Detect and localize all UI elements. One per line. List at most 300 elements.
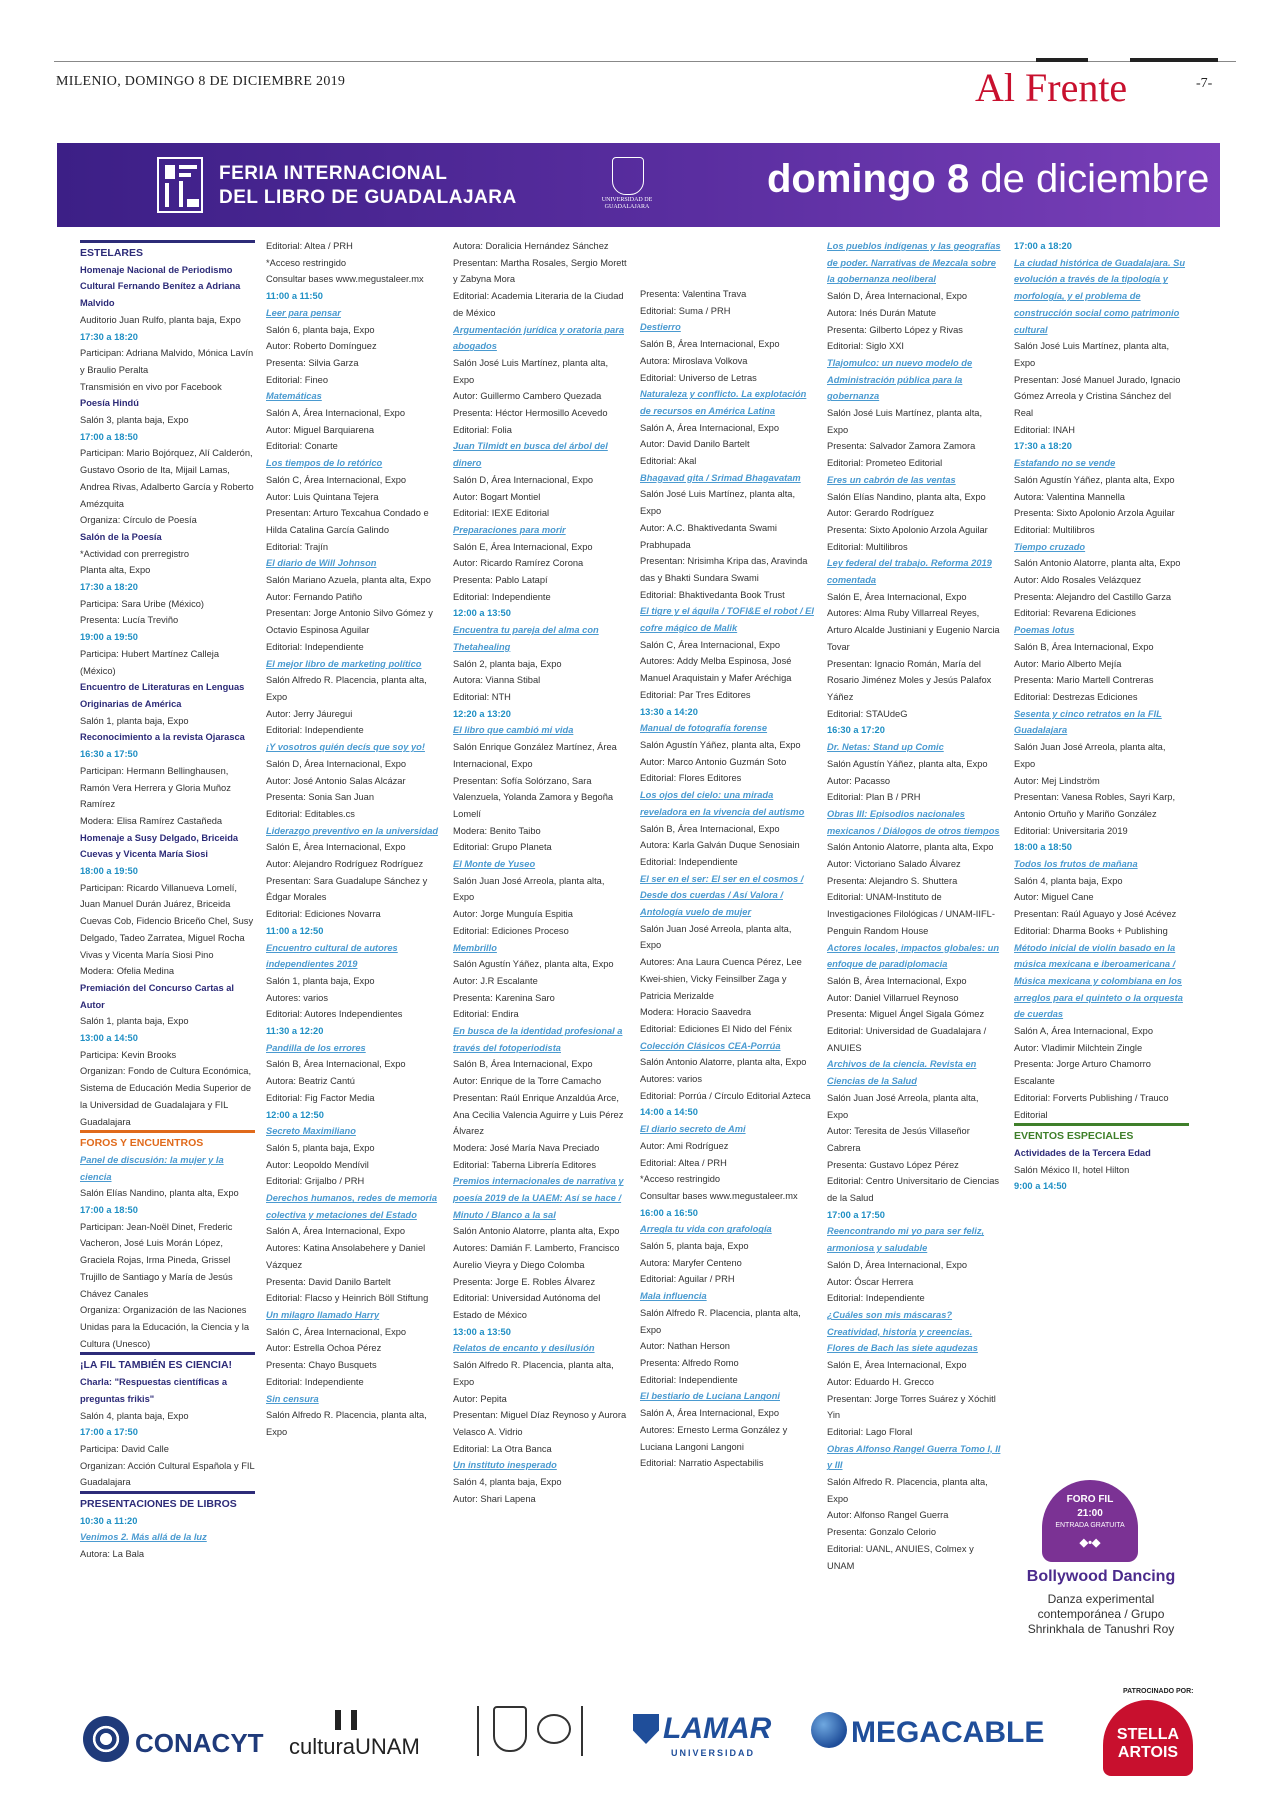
event-detail: Editorial: Grupo Planeta (453, 842, 552, 853)
section-heading: FOROS Y ENCUENTROS (80, 1130, 255, 1152)
event-detail: Salón Mariano Azuela, planta alta, Expo (266, 575, 431, 586)
event-heading: Encuentro de Literaturas en Lenguas Originarias de América (80, 682, 245, 709)
event-detail: Editorial: Academia Literaria de la Ciudad de México (453, 291, 624, 318)
event-detail: Salón E, Área Internacional, Expo (827, 1360, 967, 1371)
event-detail: Presenta: Sixto Apolonio Arzola Aguilar (1014, 508, 1175, 519)
event-title: Venimos 2. Más allá de la luz (80, 1532, 207, 1543)
event-detail: Salón Enrique González Martínez, Área Internacional, Expo (453, 742, 617, 769)
event-detail: Salón C, Área Internacional, Expo (266, 474, 407, 485)
event-detail: Autor: Pepita (453, 1393, 507, 1404)
event-detail: Editorial: La Otra Banca (453, 1443, 552, 1454)
event-detail: Salón 1, planta baja, Expo (80, 715, 189, 726)
lamar-mark-icon (633, 1714, 659, 1744)
logo-divider (581, 1706, 583, 1756)
event-detail: Salón A, Área Internacional, Expo (266, 1226, 406, 1237)
event-detail: Autor: J.R Escalante (453, 975, 538, 986)
event-detail: Participan: Ricardo Villanueva Lomelí, Juan Manuel Durán Juárez, Briceida Cuevas Cob, Fidencio Briceño Chel, Susy Delgado, Tadeo Zarratea, Miguel Rocha Vivas y Vicenta María Siosi Pino (80, 882, 254, 960)
fil-banner (57, 143, 1220, 227)
event-title: Ley federal del trabajo. Reforma 2019 comentada (827, 558, 992, 586)
event-title: Archivos de la ciencia. Revista en Ciencias de la Salud (827, 1059, 977, 1087)
event-title: El Monte de Yuseo (453, 859, 536, 870)
event-detail: Auditorio Juan Rulfo, planta baja, Expo (80, 314, 241, 325)
event-detail: Salón A, Área Internacional, Expo (640, 422, 780, 433)
event-detail: Editorial: Editables.cs (266, 808, 355, 819)
event-detail: Editorial: Folia (453, 424, 512, 435)
event-detail: Editorial: Siglo XXI (827, 341, 904, 352)
event-title: La ciudad histórica de Guadalajara. Su evolución a través de la tipología y morfología, y el problema de construcción social como patrimonio cultural (1014, 257, 1186, 335)
event-detail: Editorial: Autores Independientes (266, 1009, 403, 1020)
event-detail: Presentan: José Manuel Jurado, Ignacio Gómez Arreola y Cristina Sánchez del Real (1014, 374, 1181, 419)
event-detail: Autora: Valentina Mannella (1014, 491, 1125, 502)
event-detail: Presenta: Alejandro del Castillo Garza (1014, 591, 1172, 602)
event-title: Los ojos del cielo: una mirada reveladora en la vivencia del autismo (640, 790, 805, 817)
udg-seal-icon (612, 157, 644, 195)
event-detail: Editorial: Taberna Librería Editores (453, 1159, 596, 1170)
conacyt-name: CONACYT (135, 1728, 264, 1758)
event-detail: Autor: Miguel Cane (1014, 892, 1094, 903)
event-detail: Consultar bases www.megustaleer.mx (640, 1190, 798, 1201)
event-title: Arregla tu vida con grafología (640, 1224, 772, 1235)
event-title: Pandilla de los errores (266, 1042, 366, 1053)
time-slot: 18:00 a 18:50 (1014, 842, 1072, 853)
event-detail: Salón Agustín Yáñez, planta alta, Expo (1014, 474, 1175, 485)
event-title: Sin censura (266, 1393, 319, 1404)
event-detail: Editorial: Endira (453, 1009, 519, 1020)
event-detail: Modera: Horacio Saavedra (640, 1007, 752, 1018)
event-detail: Presentan: Raúl Aguayo y José Acévez (1014, 909, 1177, 920)
event-detail: Salón A, Área Internacional, Expo (1014, 1026, 1154, 1037)
event-title: Naturaleza y conflicto. La explotación de recursos en América Latina (640, 389, 807, 416)
event-heading: Premiación del Concurso Cartas al Autor (80, 982, 234, 1010)
event-detail: Presenta: Jorge Arturo Chamorro Escalante (1014, 1059, 1151, 1087)
event-detail: Participa: Sara Uribe (México) (80, 598, 204, 609)
event-detail: Participan: Hermann Bellinghausen, Ramón Vera Herrera y Gloria Muñoz Ramírez (80, 765, 231, 810)
event-detail: Autor: Jerry Jáuregui (266, 708, 353, 719)
event-detail: Participan: Jean-Noël Dinet, Frederic Vacheron, José Luis Morán López, Graciela Rojas, Irma Pineda, Grissel Trujillo de Santiago y María de Jesús Chávez Canales (80, 1221, 233, 1299)
event-detail: Organiza: Círculo de Poesía (80, 515, 197, 526)
event-detail: Modera: Benito Taibo (453, 825, 541, 836)
time-slot: 12:20 a 13:20 (453, 708, 511, 719)
udg-seal-text (592, 197, 662, 211)
event-detail: Participan: Mario Bojórquez, Alí Calderón, Gustavo Osorio de Ita, Mijail Lamas, Andrea Rivas, Adalberto García y Roberto Amézquita (80, 448, 254, 509)
event-title: Preparaciones para morir (453, 524, 566, 535)
cultura-unam-icon (335, 1710, 357, 1730)
event-detail: Presenta: Alejandro S. Shuttera (827, 875, 958, 886)
event-detail: Salón 6, planta baja, Expo (266, 324, 375, 335)
event-detail: Editorial: Independiente (266, 725, 364, 736)
event-detail: Autores: Addy Melba Espinosa, José Manuel Araquistain y Mafer Aréchiga (640, 656, 792, 684)
time-slot: 17:00 a 18:20 (1014, 241, 1072, 251)
event-detail: Modera: Elisa Ramírez Castañeda (80, 815, 223, 826)
event-detail: Presenta: Gustavo López Pérez (827, 1159, 959, 1170)
event-title: Los pueblos indígenas y las geografías de poder. Narrativas de Mezcala sobre la gobernanza neoliberal (827, 241, 1001, 285)
column-4 (640, 286, 815, 1472)
event-detail: Autor: Gerardo Rodríguez (827, 508, 934, 519)
column-2 (266, 238, 441, 1441)
event-detail: Salón Antonio Alatorre, planta alta, Expo (1014, 558, 1181, 569)
event-detail: Presentan: Jorge Antonio Silvo Gómez y Octavio Espinosa Aguilar (266, 608, 433, 636)
event-detail: Presenta: Gonzalo Celorio (827, 1527, 937, 1538)
event-detail: Editorial: Grijalbo / PRH (266, 1176, 365, 1187)
event-detail: Presenta: Héctor Hermosillo Acevedo (453, 408, 608, 419)
column-1 (80, 240, 255, 1563)
event-title: En busca de la identidad profesional a través del fotoperiodista (453, 1026, 623, 1053)
stella-name-1: STELLA (1116, 1726, 1180, 1743)
page-number: -7- (1196, 76, 1213, 91)
event-detail: Autora: Karla Galván Duque Senosiain (640, 840, 800, 851)
time-slot: 17:00 a 18:50 (80, 1205, 138, 1216)
section-heading: EVENTOS ESPECIALES (1014, 1123, 1189, 1145)
event-detail: Autores: Katina Ansolabehere y Daniel Vázquez (266, 1243, 426, 1270)
event-detail: Salón E, Área Internacional, Expo (453, 541, 593, 552)
time-slot: 17:30 a 18:20 (80, 582, 138, 593)
event-title: El diario secreto de Ami (640, 1124, 746, 1135)
event-heading: Charla: "Respuestas científicas a preguntas frikis" (80, 1377, 228, 1404)
poster-title: Bollywood Dancing (1026, 1568, 1176, 1585)
event-detail: Editorial: Altea / PRH (266, 241, 353, 251)
event-detail: Autor: Pacasso (827, 775, 891, 786)
event-detail: Editorial: Revarena Ediciones (1014, 608, 1136, 619)
event-detail: Autores: Alma Ruby Villarreal Reyes, Arturo Alcalde Justiniani y Eugenio Narcia Tovar (827, 608, 1000, 652)
event-detail: Autora: La Bala (80, 1549, 145, 1560)
event-detail: Editorial: Independiente (266, 1376, 364, 1387)
event-detail: Salón E, Área Internacional, Expo (827, 591, 967, 602)
event-detail: Presenta: Pablo Latapí (453, 575, 548, 586)
time-slot: 14:00 a 14:50 (640, 1107, 698, 1118)
event-detail: Modera: Ofelia Medina (80, 966, 175, 977)
event-detail: Participan: Adriana Malvido, Mónica Lavín y Braulio Peralta (80, 348, 254, 375)
event-detail: Editorial: Independiente (453, 591, 551, 602)
event-detail: Autor: Leopoldo Mendívil (266, 1159, 369, 1170)
time-slot: 18:00 a 19:50 (80, 866, 138, 877)
time-slot: 13:00 a 13:50 (453, 1326, 511, 1337)
time-slot: 12:00 a 13:50 (453, 608, 511, 619)
event-detail: Salón Elías Nandino, planta alta, Expo (827, 491, 986, 502)
foro-entry: ENTRADA GRATUITA (1055, 1522, 1125, 1529)
event-detail: Salón Antonio Alatorre, planta alta, Expo (453, 1226, 620, 1237)
event-detail: Autor: José Antonio Salas Alcázar (266, 775, 406, 786)
event-detail: Editorial: IEXE Editorial (453, 508, 550, 519)
event-title: Un milagro llamado Harry (266, 1310, 380, 1320)
event-title: El mejor libro de marketing político (266, 658, 422, 669)
column-3 (453, 238, 628, 1507)
time-slot: 12:00 a 12:50 (266, 1109, 324, 1120)
event-detail: Presenta: Alfredo Romo (640, 1358, 739, 1368)
event-detail: Autor: Alfonso Rangel Guerra (827, 1510, 949, 1521)
event-detail: Presenta: Mario Martell Contreras (1014, 675, 1154, 686)
event-detail: Presentan: Sara Guadalupe Sánchez y Édgar Morales (266, 875, 428, 903)
event-detail: Salón José Luis Martínez, planta alta, Expo (1014, 341, 1170, 368)
time-slot: 16:00 a 16:50 (640, 1207, 698, 1218)
time-slot: 13:00 a 14:50 (80, 1033, 138, 1044)
event-title: Método inicial de violín basado en la música mexicana e iberoamericana / Música mexicana y colombiana en los arreglos para el quinteto o la orquesta de cuerdas (1014, 942, 1183, 1020)
time-slot: 10:30 a 11:20 (80, 1515, 138, 1526)
event-title: Liderazgo preventivo en la universidad (266, 825, 439, 836)
megacable-name: MEGACABLE (851, 1716, 1045, 1749)
event-detail: Editorial: UANL, ANUIES, Colmex y UNAM (827, 1543, 974, 1571)
event-heading: Homenaje Nacional de Periodismo Cultural Fernando Benítez a Adriana Malvido (80, 264, 241, 309)
time-slot: 17:00 a 17:50 (80, 1427, 138, 1438)
event-title: El libro que cambió mi vida (453, 725, 574, 736)
event-title: Tlajomulco: un nuevo modelo de Administración pública para la gobernanza (827, 357, 973, 402)
event-detail: Autor: Nathan Herson (640, 1341, 730, 1352)
event-detail: Editorial: Flacso y Heinrich Böll Stiftung (266, 1293, 429, 1304)
time-slot: 16:30 a 17:50 (80, 749, 138, 760)
event-detail: Editorial: Par Tres Editores (640, 689, 751, 700)
event-detail: Salón Antonio Alatorre, planta alta, Expo (827, 842, 994, 853)
event-detail: Presenta: Jorge E. Robles Álvarez (453, 1276, 596, 1287)
event-title: Leer para pensar (266, 307, 341, 318)
event-detail: Salón José Luis Martínez, planta alta, Expo (827, 408, 983, 435)
event-detail: Editorial: Universitaria 2019 (1014, 825, 1128, 836)
event-detail: Salón C, Área Internacional, Expo (266, 1326, 407, 1337)
seal-text-line: UNIVERSIDAD DE (601, 197, 653, 203)
event-detail: Salón Agustín Yáñez, planta alta, Expo (453, 959, 614, 970)
event-detail: Editorial: Conarte (266, 441, 338, 452)
seal-text-line: GUADALAJARA (604, 204, 650, 210)
event-detail: Editorial: Ediciones Novarra (266, 909, 381, 920)
ornament-icon: ◆•◆ (1079, 1537, 1101, 1549)
event-title: El diario de Will Johnson (266, 558, 377, 569)
event-detail: Autor: A.C. Bhaktivedanta Swami Prabhupada (640, 522, 777, 550)
event-title: Premios internacionales de narrativa y poesía 2019 de la UAEM: Así se hace / Minuto / Blanco a la sal (453, 1176, 624, 1220)
event-title: Argumentación jurídica y oratoria para abogados (453, 324, 625, 352)
event-title: Juan Tilmidt en busca del árbol del dinero (453, 441, 608, 469)
event-detail: Autor: Aldo Rosales Velázquez (1014, 575, 1142, 586)
event-detail: Salón Juan José Arreola, planta alta, Expo (453, 875, 605, 903)
event-detail: Autor: David Danilo Bartelt (640, 439, 750, 450)
event-detail: Salón 3, planta baja, Expo (80, 415, 189, 426)
event-detail: Salón México II, hotel Hilton (1014, 1164, 1130, 1175)
event-detail: Presenta: Sixto Apolonio Arzola Aguilar (827, 524, 988, 535)
lamar-name: LAMAR (663, 1712, 772, 1745)
time-slot: 17:30 a 18:20 (80, 331, 138, 342)
event-detail: Editorial: Lago Floral (827, 1426, 913, 1437)
event-detail: Editorial: Independiente (640, 856, 738, 867)
event-detail: Salón B, Área Internacional, Expo (640, 339, 780, 350)
event-title: Mala influencia (640, 1291, 707, 1302)
event-title: El ser en el ser: El ser en el cosmos / Desde dos cuerdas / Así Valora / Antología vuelo de mujer (640, 873, 804, 918)
event-detail: Salón Alfredo R. Placencia, planta alta, Expo (453, 1360, 614, 1387)
event-detail: Editorial: UNAM-Instituto de Investigaciones Filológicas / UNAM-IIFL-Penguin Random House (827, 892, 995, 936)
event-detail: Editorial: Prometeo Editorial (827, 458, 943, 469)
date-bold: domingo 8 (767, 157, 970, 201)
foro-fil-tile (1042, 1480, 1138, 1562)
event-title: ¡Y vosotros quién decís que soy yo! (266, 742, 425, 753)
event-detail: *Actividad con prerregistro (80, 548, 190, 559)
event-detail: Editorial: Forverts Publishing / Trauco Editorial (1014, 1092, 1169, 1120)
event-heading: Actividades de la Tercera Edad (1014, 1147, 1151, 1158)
banner-date (767, 157, 1209, 202)
event-detail: Salón 1, planta baja, Expo (266, 975, 375, 986)
event-detail: Editorial: Aguilar / PRH (640, 1274, 735, 1285)
event-detail: Editorial: Fig Factor Media (266, 1092, 375, 1103)
event-detail: Autor: Mario Alberto Mejía (1014, 658, 1122, 669)
event-detail: Editorial: Trajín (266, 541, 329, 552)
event-detail: Presenta: Karenina Saro (453, 992, 555, 1003)
event-detail: Editorial: Suma / PRH (640, 305, 731, 316)
event-title: Encuentro cultural de autores independientes 2019 (266, 942, 398, 970)
event-title: Panel de discusión: la mujer y la ciencia (80, 1154, 224, 1182)
event-detail: Salón D, Área Internacional, Expo (266, 758, 407, 769)
event-detail: Salón B, Área Internacional, Expo (827, 975, 967, 986)
event-detail: Presenta: Miguel Ángel Sigala Gómez (827, 1009, 985, 1020)
foro-time: 21:00 (1077, 1508, 1103, 1519)
event-detail: Salón Agustín Yáñez, planta alta, Expo (640, 739, 801, 750)
logo-divider (477, 1706, 479, 1756)
event-detail: Salón 4, planta baja, Expo (80, 1410, 189, 1421)
event-detail: Autores: Ana Laura Cuenca Pérez, Lee Kwei-shien, Vicky Feinsilber Zaga y Patricia Merizalde (640, 957, 802, 1001)
time-slot: 17:30 a 18:20 (1014, 441, 1072, 452)
event-detail: Presenta: Sonia San Juan (266, 792, 375, 803)
time-slot: 11:30 a 12:20 (266, 1026, 324, 1037)
stella-artois-logo (1103, 1700, 1193, 1776)
column-6 (1014, 238, 1189, 1195)
event-detail: Autor: Eduardo H. Grecco (827, 1376, 934, 1387)
event-detail: Salón Elías Nandino, planta alta, Expo (80, 1188, 239, 1199)
megacable-icon (811, 1712, 847, 1748)
event-detail: Autor: Óscar Herrera (827, 1276, 914, 1287)
event-detail: Editorial: Dharma Books + Publishing (1014, 925, 1168, 936)
event-detail: Autora: Doralicia Hernández Sánchez (453, 241, 609, 251)
event-detail: Salón Antonio Alatorre, planta alta, Expo (640, 1057, 807, 1068)
event-detail: Organizan: Fondo de Cultura Económica, Sistema de Educación Media Superior de la Universidad de Guadalajara y FIL Guadalajara (80, 1066, 252, 1127)
event-detail: Autor: Marco Antonio Guzmán Soto (640, 756, 787, 767)
event-detail: Autor: Jorge Munguía Espitia (453, 909, 573, 920)
event-detail: Autor: Luis Quintana Tejera (266, 491, 379, 502)
event-title: Todos los frutos de mañana (1014, 859, 1138, 870)
event-detail: Salón B, Área Internacional, Expo (453, 1059, 593, 1070)
event-detail: Editorial: Universo de Letras (640, 372, 757, 383)
event-detail: Salón D, Área Internacional, Expo (453, 474, 594, 485)
event-title: Reencontrando mi yo para ser feliz, armoniosa y saludable (827, 1226, 985, 1254)
event-detail: Autor: Vladimir Milchtein Zingle (1014, 1042, 1143, 1053)
event-detail: Autores: Damián F. Lamberto, Francisco Aurelio Vieyra y Diego Colomba (453, 1243, 620, 1270)
unam-shield-icon (493, 1706, 527, 1752)
event-detail: *Acceso restringido (640, 1174, 721, 1185)
event-detail: Autores: varios (266, 992, 329, 1003)
event-detail: Salón Juan José Arreola, planta alta, Expo (1014, 742, 1166, 769)
fil-title (219, 162, 517, 210)
event-detail: Participa: Kevin Brooks (80, 1049, 177, 1060)
event-detail: Editorial: INAH (1014, 424, 1075, 435)
event-detail: Autora: Maryfer Centeno (640, 1257, 742, 1268)
event-detail: Planta alta, Expo (80, 565, 151, 576)
event-detail: Salón Alfredo R. Placencia, planta alta, Expo (266, 675, 427, 702)
event-detail: Modera: José María Nava Preciado (453, 1142, 600, 1153)
event-detail: Autores: varios (640, 1074, 703, 1085)
event-title: Poemas lotus (1014, 625, 1075, 636)
event-detail: Salón 2, planta baja, Expo (453, 658, 562, 669)
event-heading: Poesía Hindú (80, 398, 139, 409)
event-detail: Salón 5, planta baja, Expo (266, 1142, 375, 1153)
event-detail: Editorial: Bhaktivedanta Book Trust (640, 589, 785, 600)
event-detail: Presenta: Silvia Garza (266, 357, 359, 368)
event-title: Destierro (640, 322, 681, 333)
event-title: Los tiempos de lo retórico (266, 458, 383, 469)
section-title: Al Frente (975, 65, 1128, 110)
event-detail: Autor: Roberto Domínguez (266, 341, 377, 352)
event-title: Membrillo (453, 942, 497, 953)
event-title: El tigre y el águila / TOFI&E el robot / El cofre mágico de Malik (640, 606, 814, 634)
event-detail: Autor: Daniel Villarruel Reynoso (827, 992, 959, 1003)
event-detail: Presenta: Lucía Treviño (80, 615, 179, 626)
event-detail: Presenta: David Danilo Bartelt (266, 1276, 391, 1287)
event-detail: Salón A, Área Internacional, Expo (640, 1408, 780, 1419)
event-detail: Salón 4, planta baja, Expo (453, 1477, 562, 1488)
event-detail: Salón José Luis Martínez, planta alta, Expo (453, 357, 609, 385)
event-detail: Editorial: Plan B / PRH (827, 792, 921, 803)
cultura-unam-name: culturaUNAM (289, 1734, 420, 1759)
time-slot: 13:30 a 14:20 (640, 706, 698, 717)
event-detail: Editorial: Fineo (266, 374, 329, 385)
time-slot: 11:00 a 11:50 (266, 291, 323, 302)
event-detail: Autor: Estrella Ochoa Pérez (266, 1343, 382, 1354)
event-detail: Editorial: Flores Editores (640, 773, 742, 784)
event-detail: Presenta: Valentina Trava (640, 289, 747, 299)
time-slot: 16:30 a 17:20 (827, 725, 885, 736)
event-detail: Autor: Victoriano Salado Álvarez (827, 859, 961, 870)
event-detail: Consultar bases www.megustaleer.mx (266, 274, 424, 285)
event-detail: Editorial: Multilibros (827, 541, 908, 552)
event-detail: Salón Alfredo R. Placencia, planta alta, Expo (640, 1307, 801, 1335)
event-title: Relatos de encanto y desilusión (453, 1343, 595, 1354)
event-detail: Editorial: Independiente (827, 1293, 925, 1304)
event-detail: Salón D, Área Internacional, Expo (827, 1259, 968, 1270)
sponsor-caption: PATROCINADO POR: (1123, 1688, 1194, 1695)
event-detail: Presenta: Gilberto López y Rivas (827, 324, 963, 335)
event-detail: Autor: Mej Lindström (1014, 775, 1100, 786)
time-slot: 19:00 a 19:50 (80, 632, 138, 643)
event-detail: Autor: Shari Lapena (453, 1493, 536, 1504)
event-detail: Autor: Bogart Montiel (453, 491, 541, 502)
event-detail: Autor: Ricardo Ramírez Corona (453, 558, 584, 569)
event-detail: Editorial: Ediciones Proceso (453, 925, 569, 936)
event-detail: Autora: Inés Durán Matute (827, 307, 937, 318)
time-slot: 17:00 a 18:50 (80, 431, 138, 442)
event-detail: Salón B, Área Internacional, Expo (266, 1059, 406, 1070)
top-mark (1130, 58, 1218, 62)
poster-description: Danza experimental contemporánea / Grupo Shrinkhala de Tanushri Roy (1027, 1592, 1175, 1636)
event-detail: Editorial: Independiente (640, 1374, 738, 1385)
event-detail: Salón 4, planta baja, Expo (1014, 875, 1123, 886)
event-detail: Autor: Ami Rodríguez (640, 1140, 729, 1151)
event-detail: Editorial: Narratio Aspectabilis (640, 1458, 764, 1469)
event-detail: Editorial: NTH (453, 691, 511, 702)
event-detail: Editorial: Universidad de Guadalajara / ANUIES (827, 1026, 987, 1053)
event-detail: Presentan: Martha Rosales, Sergio Morett y Zabyna Mora (453, 257, 627, 285)
event-detail: Salón Juan José Arreola, planta alta, Expo (640, 923, 792, 951)
event-detail: Presenta: Salvador Zamora Zamora (827, 441, 976, 452)
lamar-sub: UNIVERSIDAD (671, 1748, 756, 1758)
event-detail: Salón José Luis Martínez, planta alta, Expo (640, 489, 796, 517)
event-detail: Presentan: Raúl Enrique Anzaldúa Arce, Ana Cecilia Valencia Aguirre y Luis Pérez Álvarez (453, 1092, 624, 1137)
sponsor-strip (57, 1682, 1220, 1782)
event-detail: Editorial: Destrezas Ediciones (1014, 691, 1138, 702)
section-heading: ESTELARES (80, 240, 255, 262)
event-title: Derechos humanos, redes de memoria colectiva y metaciones del Estado (266, 1193, 438, 1220)
event-detail: Presentan: Jorge Torres Suárez y Xóchitl Yin (827, 1393, 996, 1421)
event-detail: Autor: Fernando Patiño (266, 591, 363, 602)
event-title: El bestiario de Luciana Langoni (640, 1391, 780, 1402)
event-detail: Salón B, Área Internacional, Expo (1014, 641, 1154, 652)
event-detail: Editorial: Multilibros (1014, 524, 1095, 535)
section-heading: ¡LA FIL TAMBIÉN ES CIENCIA! (80, 1352, 255, 1374)
event-title: Dr. Netas: Stand up Comic (827, 742, 944, 753)
fil-title-line-2: DEL LIBRO DE GUADALAJARA (219, 187, 517, 208)
event-detail: Presentan: Arturo Texcahua Condado e Hilda Catalina García Galindo (266, 508, 429, 535)
fil-mini-icon (537, 1714, 571, 1744)
